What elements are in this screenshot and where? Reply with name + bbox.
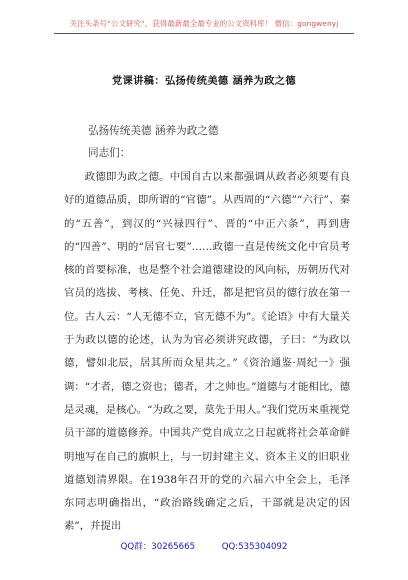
header-divider <box>54 33 354 34</box>
document-title: 党课讲稿：弘扬传统美德 涵养为政之德 <box>112 75 296 87</box>
document-subtitle: 弘扬传统美德 涵养为政之德 <box>88 125 219 137</box>
header-promo-note: 关注头条号“公文研究”，获得最新最全最专业的公文资料库！ 微信：gongwenyj <box>69 19 339 28</box>
footer-qq-number: QQ:535304092 <box>221 542 288 552</box>
body-paragraph: 政德即为政之德。中国自古以来都强调从政者必须要有良好的道德品质，即所谓的“官德”。从西周的“六德”“六行”、秦的“五善”，到汉的“兴禄四行”、晋的“中正六条”，再到唐的“四善”、明的“居官七要”……政德一直是传统文化中官员考核的首要标准，也是整个社会道德建设的风向标，历朝历代对官员的选拔、考核、任免、升迁，都是把官员的德行放在第一位。古人云：“人无德不立，官无德不为”。《论语》中有大量关于为政以德的论述，认为为官必须讲究政德，子曰：“为政以德，譬如北辰，居其所而众星共之。”《资治通鉴·周纪一》强调：“才者，德之资也；德者，才之帅也。”道德与才能相比，德是灵魂，是核心。“为政之要，莫先于用人。”我们党历来重视党员干部的道德修养。中国共产党自成立之日起就将社会革命鲜明地写在自己的旗帜上，与一切封建主义、资本主义的旧职业道德划清界限。在1938年召开的党的六届六中全会上，毛泽东同志明确指出，“政治路线确定之后，干部就是决定的因素”，并提出 <box>64 171 350 533</box>
salutation: 同志们： <box>88 147 131 159</box>
footer-qq-group: QQ群：30265665 <box>120 542 196 552</box>
footer-contact <box>0 540 408 552</box>
